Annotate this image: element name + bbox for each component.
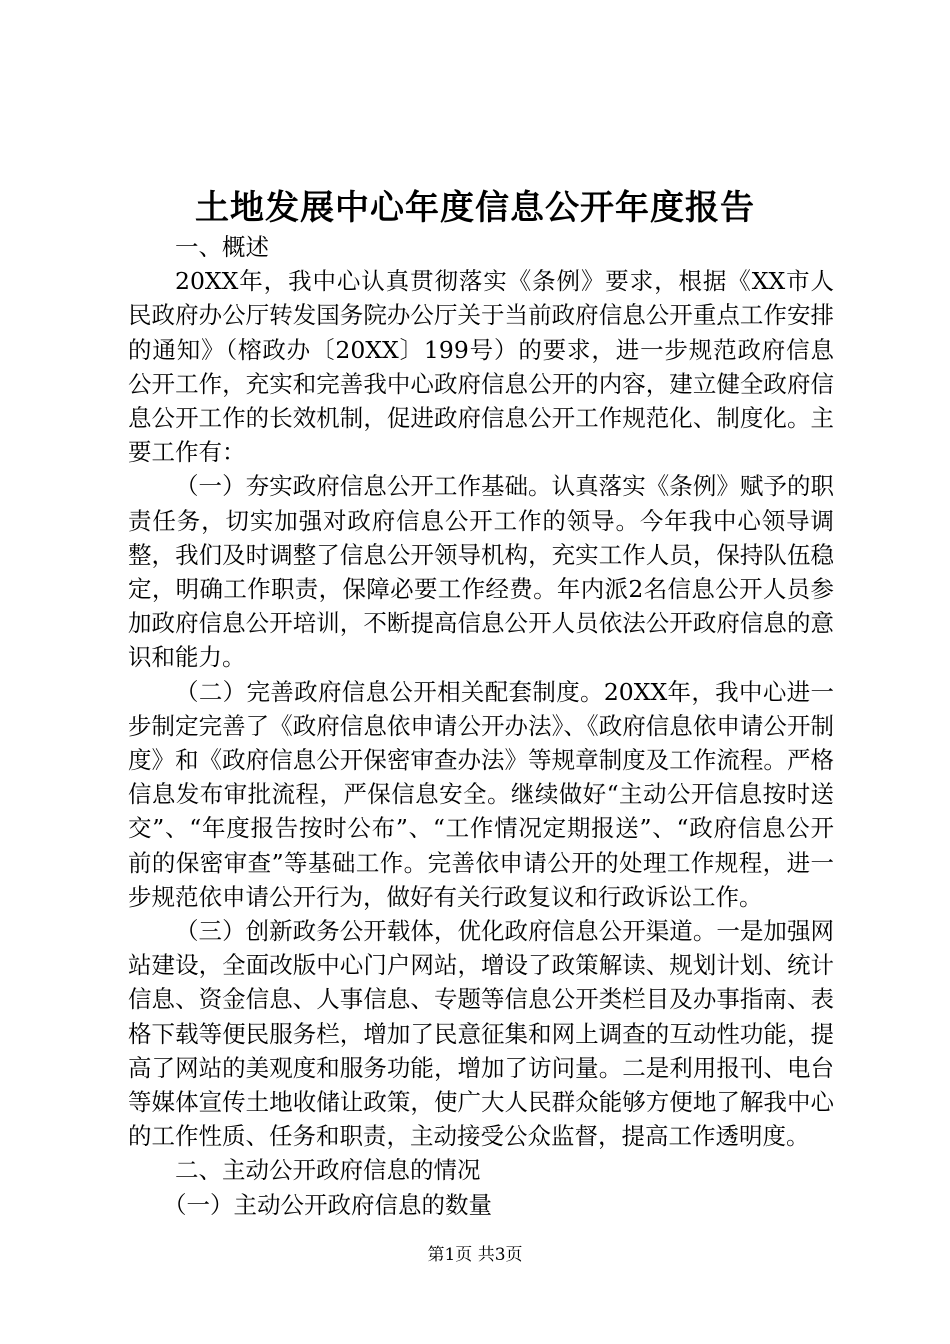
paragraph-item-3: （三）创新政务公开载体，优化政府信息公开渠道。一是加强网站建设，全面改版中心门户网站，增设了政策解读、规划计划、统计信息、资金信息、人事信息、专题等信息公开类栏目及办事指南、表格下载等便民服务栏，增加了民意征集和网上调查的互动性功能，提高了网站的美观度和服务功能，增加了访问量。二是利用报刊、电台等媒体宣传土地收储让政策，使广大人民群众能够方便地了解我中心的工作性质、任务和职责，主动接受公众监督，提高工作透明度。 [128,917,834,1151]
document-title: 土地发展中心年度信息公开年度报告 [195,188,755,228]
document-body [128,230,834,1222]
section-heading-active-disclosure: 二、主动公开政府信息的情况 [175,1156,481,1185]
subsection-heading-disclosure-count: （一）主动公开政府信息的数量 [163,1190,492,1219]
paragraph-item-2: （二）完善政府信息公开相关配套制度。20XX年，我中心进一步制定完善了《政府信息依申请公开办法》、《政府信息依申请公开制度》和《政府信息公开保密审查办法》等规章制度及工作流程。严格信息发布审批流程，严保信息安全。继续做好“主动公开信息按时送交”、“年度报告按时公布”、“工作情况定期报送”、“政府信息公开前的保密审查”等基础工作。完善依申请公开的处理工作规程，进一步规范依申请公开行为，做好有关行政复议和行政诉讼工作。 [128,677,834,911]
paragraph-overview: 20XX年，我中心认真贯彻落实《条例》要求，根据《XX市人民政府办公厅转发国务院办公厅关于当前政府信息公开重点工作安排的通知》（榕政办〔20XX〕199号）的要求，进一步规范政府信息公开工作，充实和完善我中心政府信息公开的内容，建立健全政府信息公开工作的长效机制，促进政府信息公开工作规范化、制度化。主要工作有： [128,267,834,467]
paragraph-item-1: （一）夯实政府信息公开工作基础。认真落实《条例》赋予的职责任务，切实加强对政府信息公开工作的领导。今年我中心领导调整，我们及时调整了信息公开领导机构，充实工作人员，保持队伍稳定，明确工作职责，保障必要工作经费。年内派2名信息公开人员参加政府信息公开培训，不断提高信息公开人员依法公开政府信息的意识和能力。 [128,472,834,672]
section-heading-overview: 一、概述 [175,233,269,261]
page-footer: 第1页 共3页 [427,1245,523,1265]
